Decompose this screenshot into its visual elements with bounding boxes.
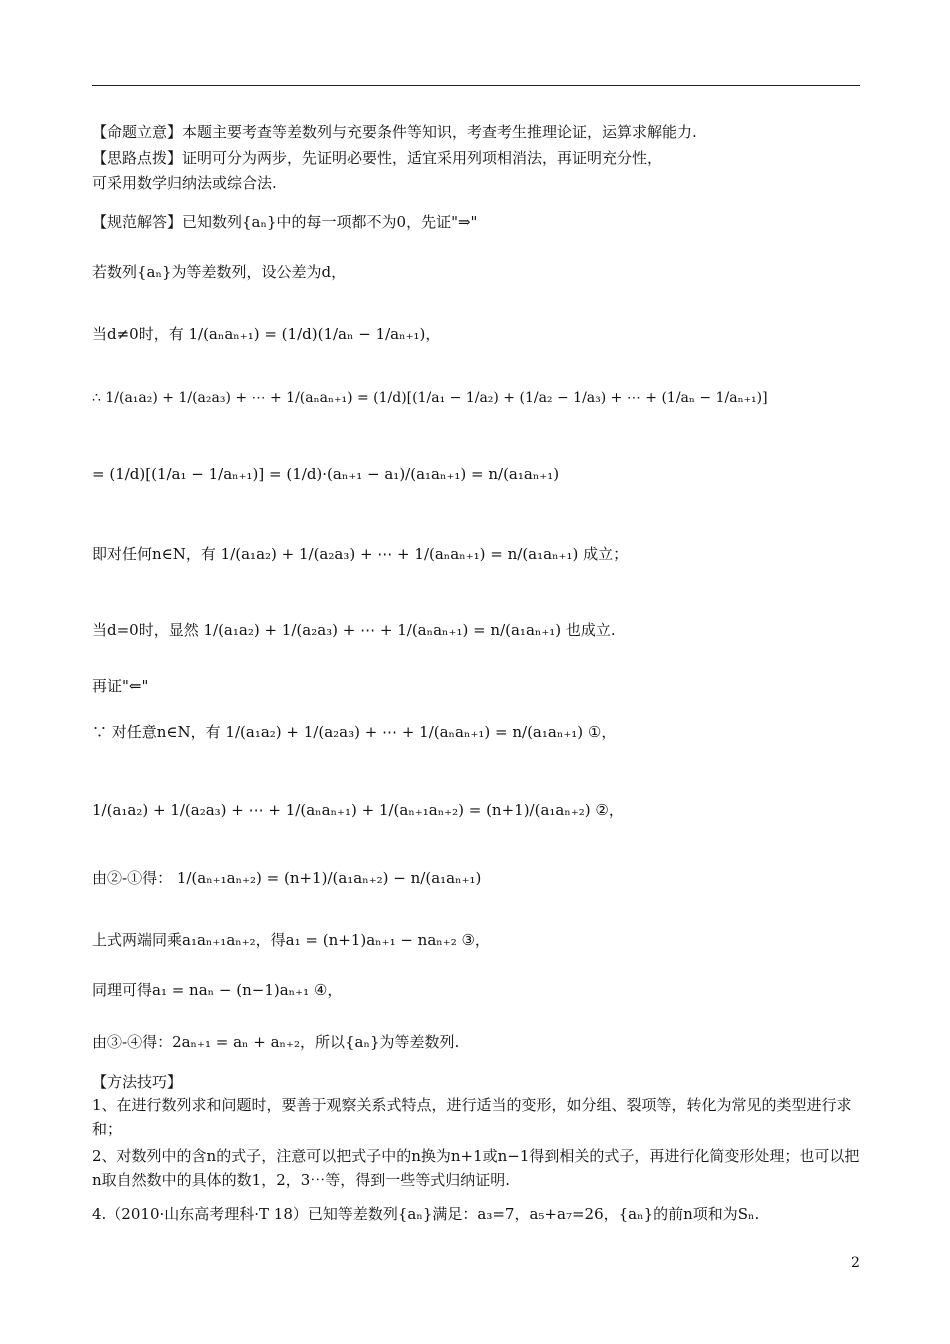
line-method-heading: 【方法技巧】 [92, 1073, 183, 1091]
line-hint: 【思路点拨】证明可分为两步，先证明必要性，适宜采用列项相消法，再证明充分性， [92, 149, 663, 167]
line-method-1: 1、在进行数列求和问题时，要善于观察关系式特点，进行适当的变形，如分组、裂项等，转化为常见的类型进行求和； [92, 1096, 852, 1138]
page-number: 2 [851, 1255, 860, 1271]
line-eq1: ∵ 对任意n∈N，有 1/(a₁a₂) + 1/(a₂a₃) + ⋯ + 1/(aₙaₙ₊₁) = n/(a₁aₙ₊₁) ①， [92, 723, 617, 741]
line-intent: 【命题立意】本题主要考查等差数列与充要条件等知识，考查考生推理论证，运算求解能力. [92, 123, 697, 141]
header-rule [92, 85, 860, 86]
line-holds-nonzero: 即对任何n∈N，有 1/(a₁a₂) + 1/(a₂a₃) + ⋯ + 1/(aₙaₙ₊₁) = n/(a₁aₙ₊₁) 成立； [92, 545, 629, 563]
line-solution-start: 【规范解答】已知数列{aₙ}中的每一项都不为0，先证"⇒" [92, 213, 478, 231]
line-eq4: 同理可得a₁ = naₙ − (n−1)aₙ₊₁ ④， [92, 981, 343, 999]
line-d-nonzero: 当d≠0时，有 1/(aₙaₙ₊₁) = (1/d)(1/aₙ − 1/aₙ₊₁)， [92, 325, 441, 343]
line-eq-diff: 由②-①得： 1/(aₙ₊₁aₙ₊₂) = (n+1)/(a₁aₙ₊₂) − n/(a₁aₙ₊₁) [92, 869, 482, 887]
line-hint-cont: 可采用数学归纳法或综合法. [92, 174, 277, 192]
line-sum-expand: ∴ 1/(a₁a₂) + 1/(a₂a₃) + ⋯ + 1/(aₙaₙ₊₁) = (1/d)[(1/a₁ − 1/a₂) + (1/a₂ − 1/a₃) + ⋯ + (1/aₙ − 1/aₙ₊₁)] [92, 390, 768, 406]
line-arith-assume: 若数列{aₙ}为等差数列，设公差为d， [92, 263, 347, 281]
line-conclusion: 由③-④得：2aₙ₊₁ = aₙ + aₙ₊₂，所以{aₙ}为等差数列. [92, 1033, 460, 1051]
line-problem-4: 4.（2010·山东高考理科·T 18）已知等差数列{aₙ}满足：a₃=7，a₅+a₇=26，{aₙ}的前n项和为Sₙ. [92, 1205, 760, 1223]
line-converse: 再证"⇐" [92, 677, 149, 695]
line-sum-result: = (1/d)[(1/a₁ − 1/aₙ₊₁)] = (1/d)·(aₙ₊₁ − a₁)/(a₁aₙ₊₁) = n/(a₁aₙ₊₁) [92, 465, 560, 483]
line-holds-zero: 当d=0时，显然 1/(a₁a₂) + 1/(a₂a₃) + ⋯ + 1/(aₙaₙ₊₁) = n/(a₁aₙ₊₁) 也成立. [92, 621, 616, 639]
line-eq2: 1/(a₁a₂) + 1/(a₂a₃) + ⋯ + 1/(aₙaₙ₊₁) + 1/(aₙ₊₁aₙ₊₂) = (n+1)/(a₁aₙ₊₂) ②， [92, 801, 624, 819]
line-eq3: 上式两端同乘a₁aₙ₊₁aₙ₊₂，得a₁ = (n+1)aₙ₊₁ − naₙ₊₂ ③， [92, 931, 490, 949]
line-method-2: 2、对数列中的含n的式子，注意可以把式子中的n换为n+1或n−1得到相关的式子，再进行化简变形处理；也可以把n取自然数中的具体的数1，2，3⋯等，得到一些等式归纳证明. [92, 1147, 860, 1189]
